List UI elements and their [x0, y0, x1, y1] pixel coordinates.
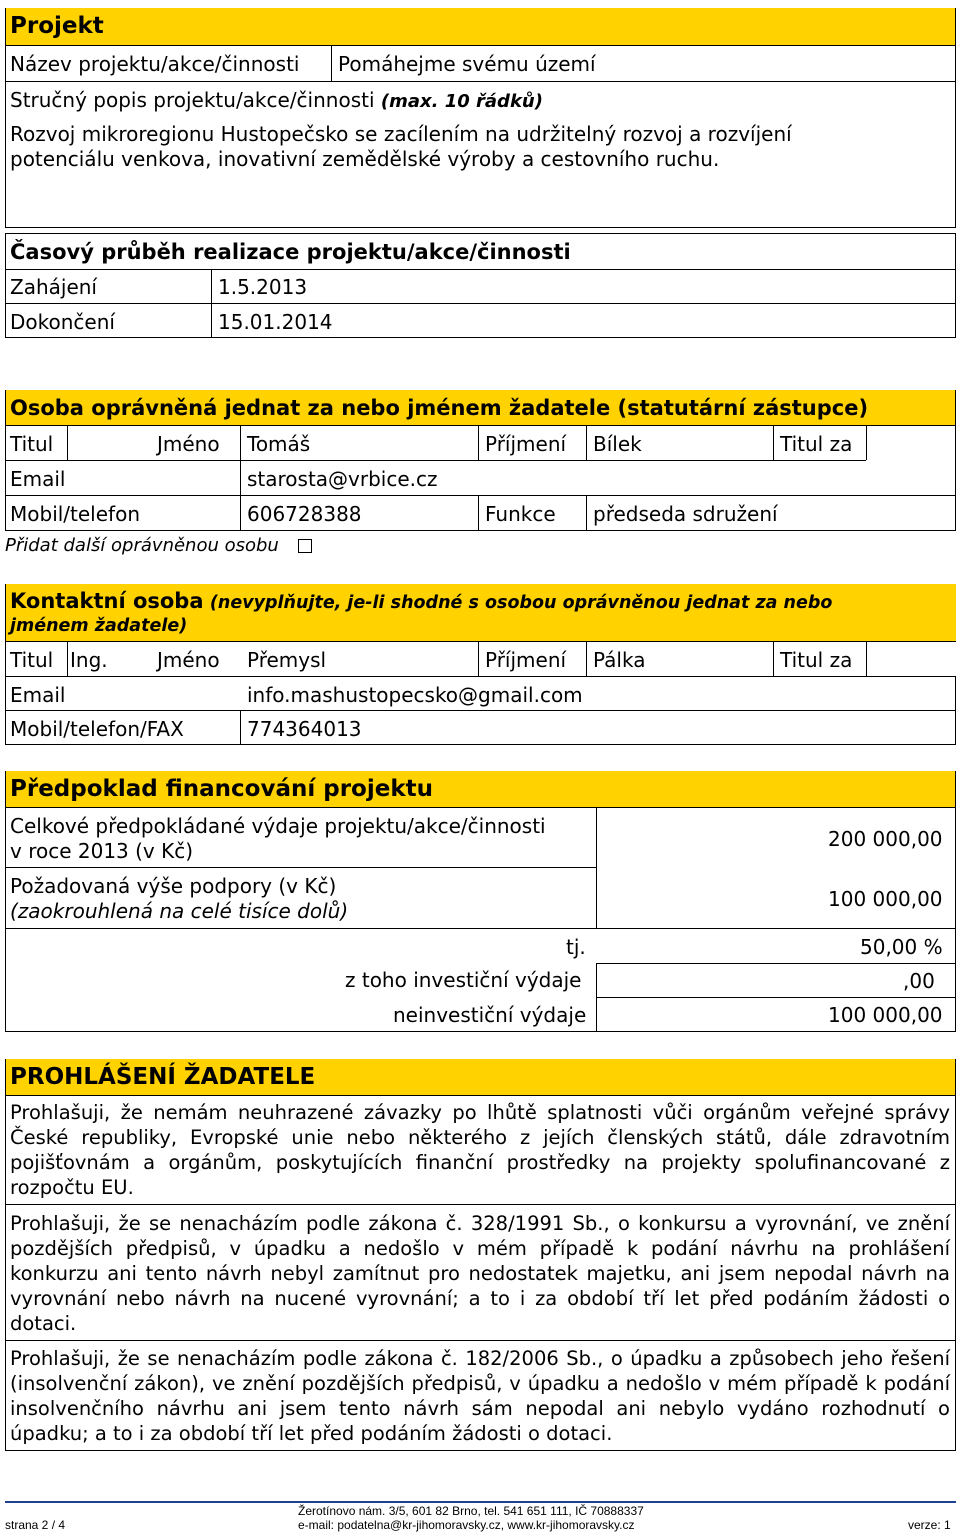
- field-label: Jméno: [157, 432, 220, 456]
- field-label: Email: [10, 467, 66, 491]
- field-label: Titul: [10, 432, 54, 456]
- field-label: Celkové předpokládané výdaje projektu/akce/činnosti: [10, 814, 546, 838]
- total-costs-field[interactable]: 200 000,00: [828, 827, 943, 851]
- add-person-checkbox[interactable]: [298, 539, 312, 553]
- declaration-paragraph: Prohlašuji, že se nenacházím podle zákona č. 328/1991 Sb., o konkursu a vyrovnání, ve znění pozdějších předpisů, v úpadku a nedošlo v mém případě k podání návrhu na prohlášení konkurzu ani tento návrh nebyl zamítnut pro nedostatek majetku, ani jsem nepodal návrh na vyrovnání nebo návrh na nucené vyrovnání; a to i za období tří let před podáním žádosti o dotaci.: [10, 1212, 950, 1335]
- section-title: PROHLÁŠENÍ ŽADATELE: [10, 1064, 316, 1090]
- field-label: neinvestiční výdaje: [393, 1003, 587, 1027]
- declaration-paragraph: Prohlašuji, že nemám neuhrazené závazky po lhůtě splatnosti vůči orgánům veřejné správy České republiky, Evropské unie nebo některého z jejích členských států, dále zdravotním pojišťovnám a orgánům, poskytujících finanční prostředky na projekty spolufinancované z rozpočtu EU.: [10, 1101, 950, 1199]
- field-label: Jméno: [157, 648, 220, 672]
- field-label: Zahájení: [10, 275, 97, 299]
- function-field[interactable]: předseda sdružení: [593, 502, 778, 526]
- field-label: Mobil/telefon: [10, 502, 140, 526]
- field-label: Název projektu/akce/činnosti: [10, 52, 300, 76]
- section-title: Časový průběh realizace projektu/akce/činnosti: [10, 240, 571, 264]
- field-label: Titul za: [780, 432, 853, 456]
- field-label: Mobil/telefon/FAX: [10, 717, 184, 741]
- last-name-field[interactable]: Bílek: [593, 432, 642, 456]
- phone-field[interactable]: 774364013: [247, 717, 362, 741]
- start-date-field[interactable]: 1.5.2013: [218, 275, 308, 299]
- field-label: Funkce: [485, 502, 556, 526]
- version-label: verze: 1: [908, 1518, 951, 1532]
- section-title-note: jménem žadatele): [10, 616, 188, 636]
- page-number: strana 2 / 4: [5, 1518, 66, 1532]
- investment-costs-field[interactable]: ,00: [903, 969, 935, 993]
- phone-field[interactable]: 606728388: [247, 502, 362, 526]
- projekt-header-bar: [5, 8, 956, 45]
- declaration-paragraph: Prohlašuji, že se nenacházím podle zákona č. 182/2006 Sb., o úpadku a způsobech jeho řešení (insolvenční zákon), ve znění pozdějších předpisů, v úpadku a nedošlo v mém případě k podání insolvenčního návrhu ani jsem tento návrh sám nepodal ani nebylo vydáno rozhodnutí o úpadku; a to i za období tří let před podáním žádosti o dotaci.: [10, 1347, 950, 1445]
- first-name-field[interactable]: Tomáš: [247, 432, 311, 456]
- section-title: Projekt: [10, 13, 104, 39]
- email-field[interactable]: starosta@vrbice.cz: [247, 467, 438, 491]
- section-title: Osoba oprávněná jednat za nebo jménem žadatele (statutární zástupce): [10, 396, 869, 420]
- first-name-field[interactable]: Přemysl: [247, 648, 327, 672]
- field-label: Titul za: [780, 648, 853, 672]
- non-investment-costs-field[interactable]: 100 000,00: [828, 1003, 943, 1027]
- project-name-field[interactable]: Pomáhejme svému území: [338, 52, 596, 76]
- field-label: Titul: [10, 648, 54, 672]
- field-label: Požadovaná výše podpory (v Kč): [10, 874, 337, 898]
- percentage-value: 50,00 %: [860, 935, 943, 959]
- last-name-field[interactable]: Pálka: [593, 648, 646, 672]
- field-label: (zaokrouhlená na celé tisíce dolů): [10, 899, 349, 923]
- section-title: Předpoklad financování projektu: [10, 776, 433, 802]
- field-label: Příjmení: [485, 648, 567, 672]
- project-description-line[interactable]: Rozvoj mikroregionu Hustopečsko se zacílením na udržitelný rozvoj a rozvíjení: [10, 122, 792, 146]
- requested-support-field[interactable]: 100 000,00: [828, 887, 943, 911]
- email-field[interactable]: info.mashustopecsko@gmail.com: [247, 683, 583, 707]
- field-label: tj.: [566, 935, 586, 959]
- footer-address: Žerotínovo nám. 3/5, 601 82 Brno, tel. 541 651 111, IČ 70888337: [298, 1504, 644, 1518]
- footer-contact: e-mail: podatelna@kr-jihomoravsky.cz, www.kr-jihomoravsky.cz: [298, 1518, 635, 1532]
- end-date-field[interactable]: 15.01.2014: [218, 310, 333, 334]
- title-field[interactable]: Ing.: [70, 648, 108, 672]
- footer-rule: [5, 1501, 956, 1503]
- field-label: z toho investiční výdaje: [345, 968, 582, 992]
- field-label: v roce 2013 (v Kč): [10, 839, 194, 863]
- field-label: Dokončení: [10, 310, 115, 334]
- field-label: Email: [10, 683, 66, 707]
- field-label: Příjmení: [485, 432, 567, 456]
- add-person-label: Přidat další oprávněnou osobu: [5, 535, 279, 556]
- project-description-line[interactable]: potenciálu venkova, inovativní zemědělské výroby a cestovního ruchu.: [10, 147, 720, 171]
- field-label: Stručný popis projektu/akce/činnosti (max. 10 řádků): [10, 88, 543, 112]
- section-title: Kontaktní osoba (nevyplňujte, je-li shodné s osobou oprávněnou jednat za nebo: [10, 589, 833, 613]
